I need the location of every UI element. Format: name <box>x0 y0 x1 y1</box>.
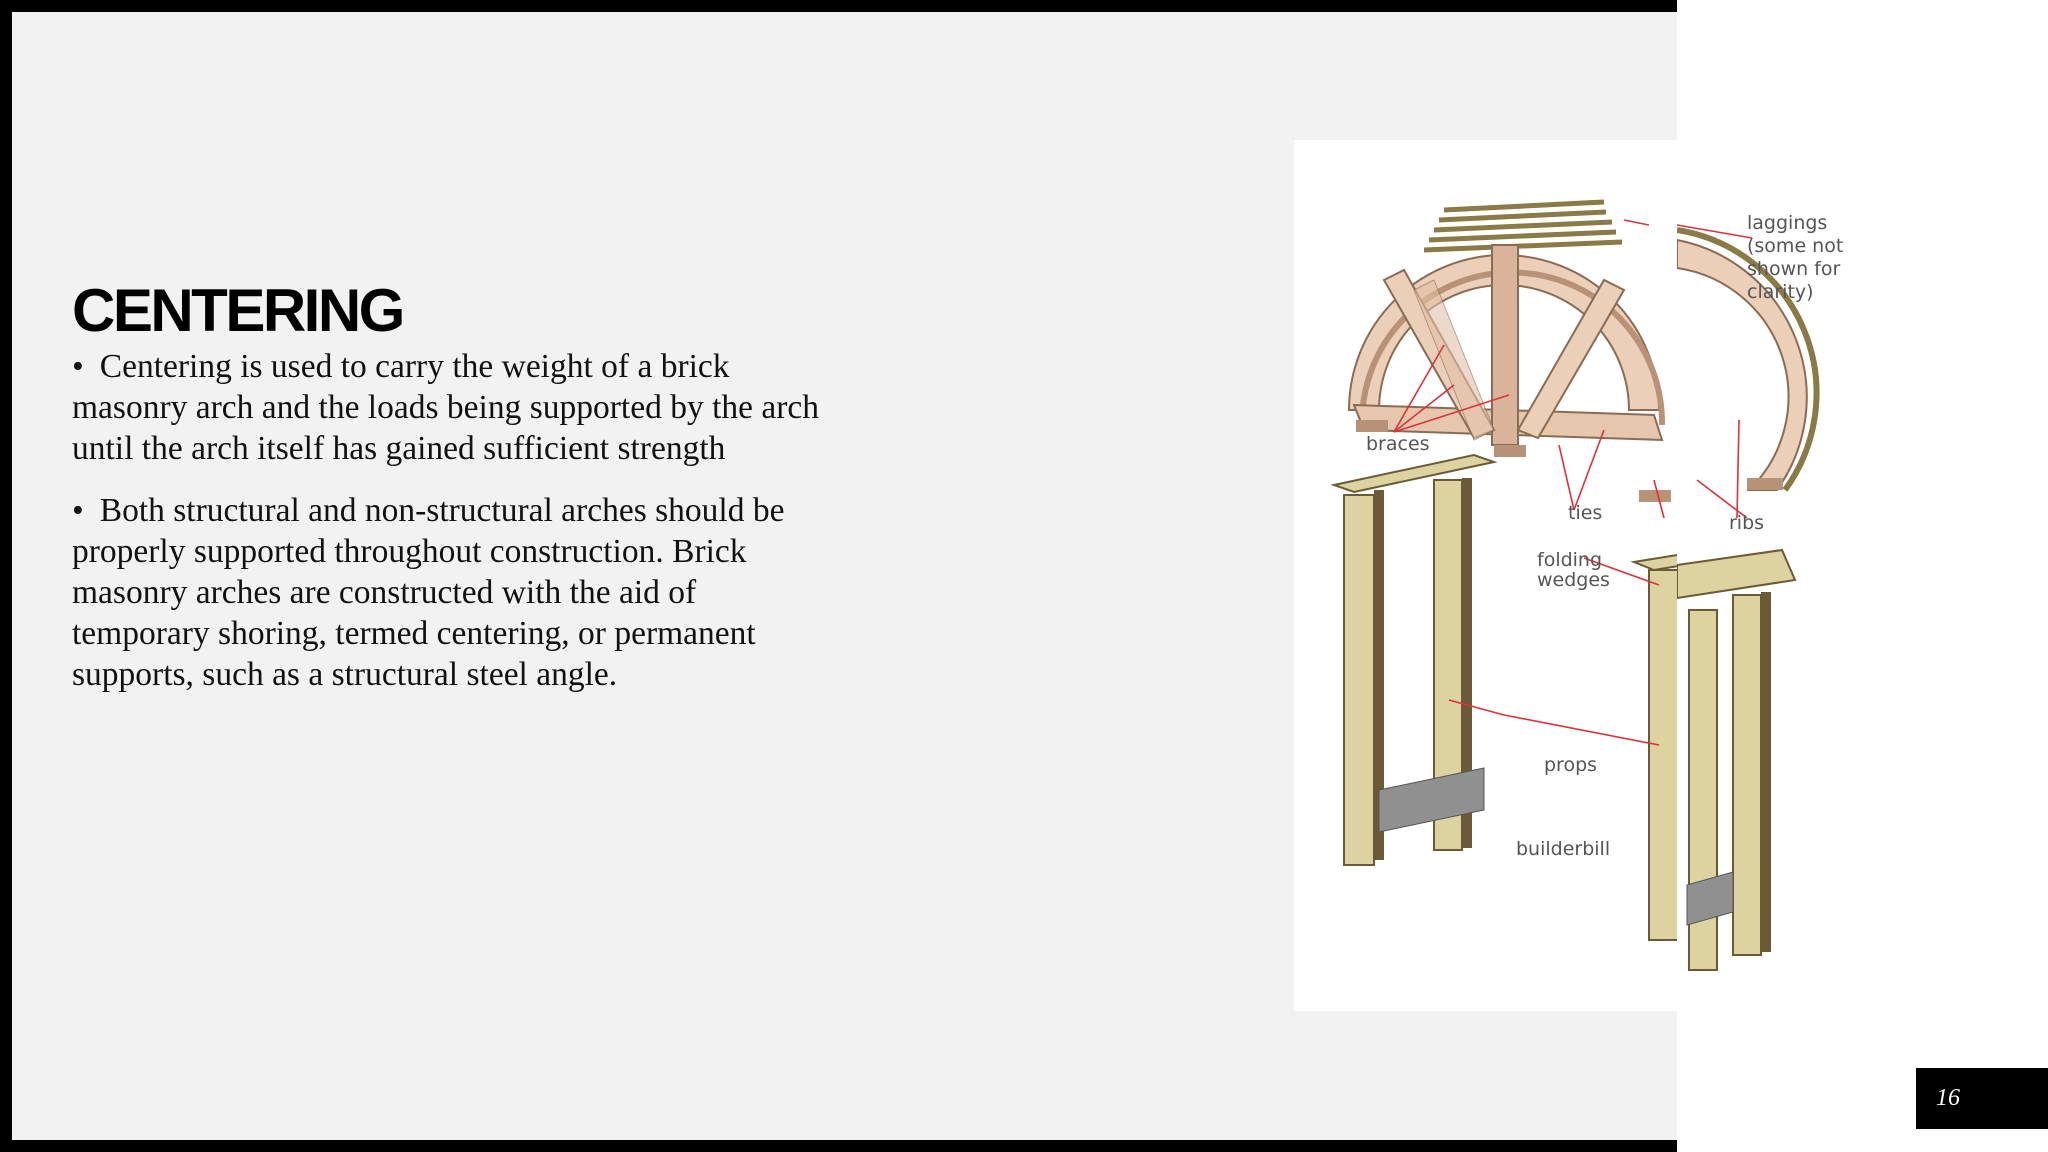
label-ribs: ribs <box>1729 512 1765 534</box>
centering-diagram-right-part <box>1677 0 2048 1152</box>
slide-frame-left <box>0 0 12 1152</box>
slide-frame-bottom <box>0 1140 1677 1152</box>
label-props: props <box>1544 754 1598 776</box>
bullet-symbol: • <box>72 492 84 529</box>
slide-title: CENTERING <box>72 277 403 344</box>
right-prop <box>1634 540 1677 940</box>
label-braces: braces <box>1366 433 1430 455</box>
centering-diagram-drawing <box>1294 140 1677 1011</box>
label-ties: ties <box>1568 502 1603 524</box>
slide-frame-top <box>0 0 1677 12</box>
bullet-item <box>72 490 832 695</box>
bullet-item <box>72 346 832 469</box>
label-laggings: laggings <box>1747 212 1828 234</box>
arch-centering <box>1349 202 1671 502</box>
centering-diagram <box>1294 140 1677 1011</box>
label-laggings-4: clarity) <box>1747 281 1814 303</box>
figure-credit: builderbill <box>1516 838 1611 860</box>
label-laggings-2: (some not <box>1747 235 1844 257</box>
bullet-text: Centering is used to carry the weight of a brick masonry arch and the loads being supported by the arch until the arch itself has gained sufficient strength <box>72 348 820 467</box>
label-wedges: wedges <box>1537 569 1610 591</box>
bullet-symbol: • <box>72 348 84 385</box>
label-laggings-3: shown for <box>1747 258 1841 280</box>
bullet-list <box>72 346 832 716</box>
label-folding: folding <box>1537 549 1603 571</box>
left-prop <box>1334 455 1494 865</box>
page-number: 16 <box>1916 1068 2048 1129</box>
bullet-text: Both structural and non-structural arches should be properly supported throughout construction. Brick masonry arches are constructed with the aid of temporary shoring, termed centering, or permanent supports, such as a structural steel angle. <box>72 492 785 693</box>
